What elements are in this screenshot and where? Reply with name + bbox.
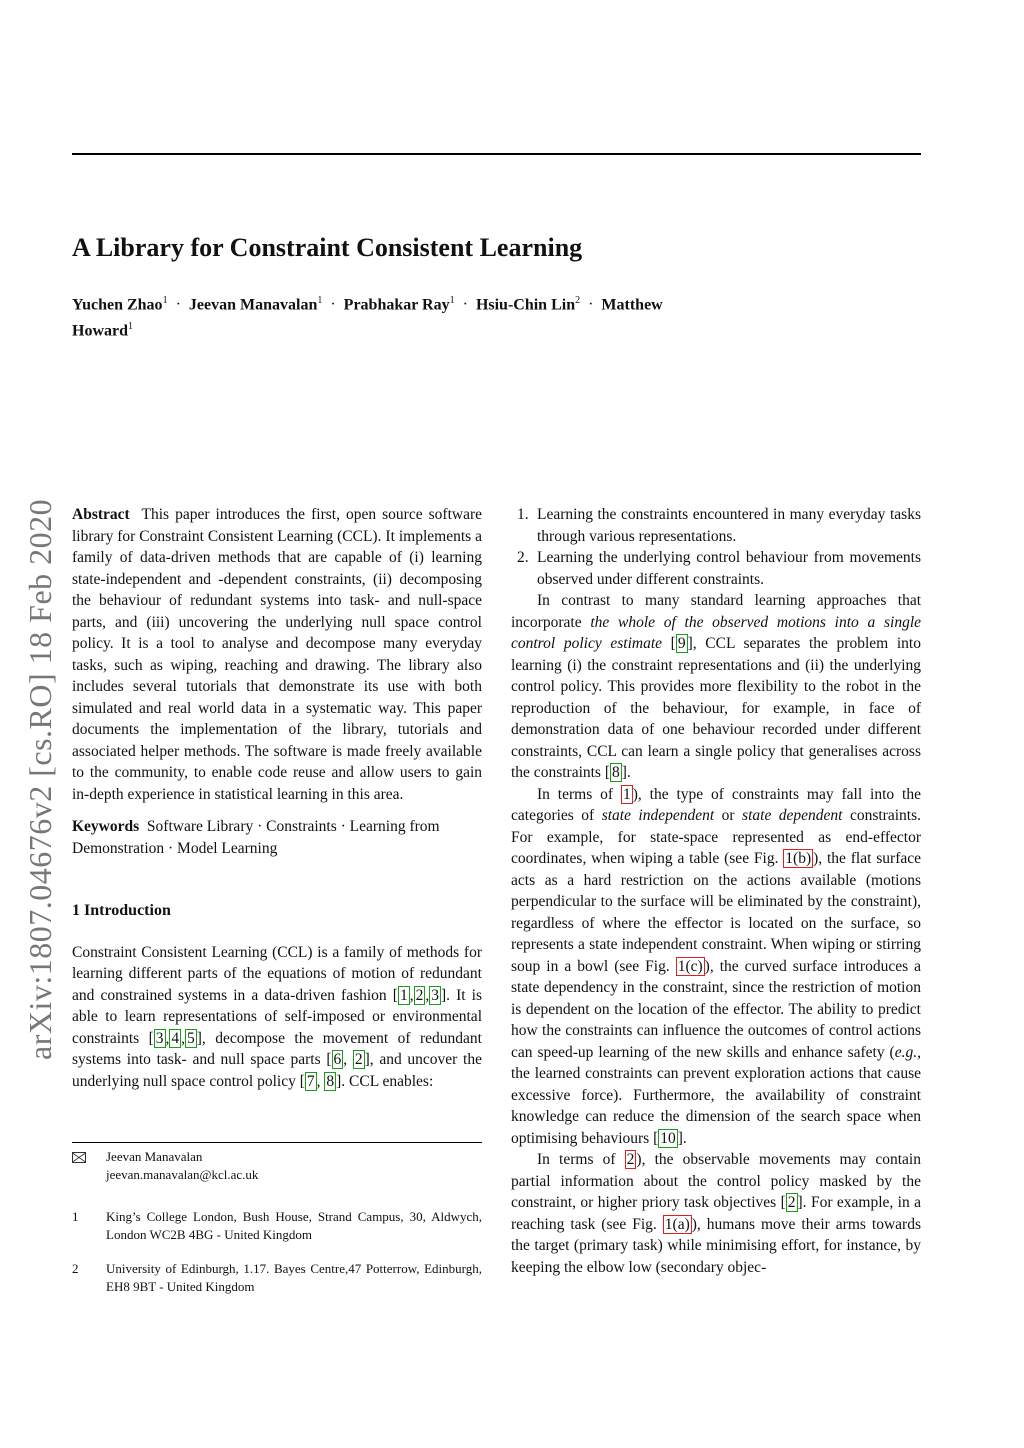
- text-run: or: [714, 807, 743, 824]
- text-run: In terms of: [537, 1151, 625, 1168]
- list-item: [511, 504, 921, 547]
- list-item: [511, 547, 921, 590]
- text-run: constraints. For example, for state-space represented as end-effector coordinates, when wiping a table (see Fig.: [511, 807, 921, 867]
- abstract: [72, 504, 482, 805]
- footnote-rule: [72, 1142, 482, 1143]
- right-column: [511, 504, 921, 1278]
- emphasis: e.g.,: [894, 1043, 921, 1061]
- abstract-label: Abstract: [72, 506, 130, 523]
- citation-link[interactable]: 3: [431, 986, 439, 1004]
- affiliation-mark: 1: [449, 295, 455, 306]
- citation-link[interactable]: 8: [612, 764, 620, 781]
- text-run: [: [662, 635, 676, 652]
- text-run: ), the flat surface acts as a hard restriction on the actions available (motions perpendicular to the surface will be eliminated by the constraint), regardless of where the effector is located on the surface, so represents a state independent constraint. When wiping or stirring soup in a bowl (see Fig.: [511, 850, 921, 975]
- text-run: ].: [677, 1129, 687, 1147]
- arxiv-identifier: arXiv:1807.04676v2 [cs.RO] 18 Feb 2020: [22, 498, 58, 1060]
- citation-link[interactable]: 6: [333, 1051, 342, 1068]
- text-run: ]. It is able to learn representations of self-imposed or environmental constraints [: [72, 986, 483, 1047]
- intro-paragraph: Constraint Consistent Learning (CCL) is a family of methods for learning different parts of the equations of motion of redundant and constrained systems in a data-driven fashion [ 1 , 2 , 3 ]. It is able to learn representations of self-imposed or environmental constraints [ 3 , 4 , 5 ], decompose the movement of redundant systems into task- and null space parts [ 6 , 2 ], and uncover the underlying null space control policy [ 7 , 8 ]. CCL enables:: [72, 943, 483, 1090]
- text-run: Constraint Consistent Learning (CCL) is a family of methods for learning different parts of the equations of motion of redundant and constrained systems in a data-driven fashion [: [72, 943, 482, 1004]
- citation-link[interactable]: 2: [787, 1194, 796, 1211]
- paper-title: A Library for Constraint Consistent Learning: [72, 233, 583, 262]
- footnote-mark: 2: [72, 1261, 79, 1276]
- author-name: Hsiu-Chin Lin: [475, 296, 576, 314]
- section-heading-introduction: 1 Introduction: [72, 902, 171, 919]
- abstract-text: This paper introduces the first, open source software library for Constraint Consistent Learning (CCL). It implements a family of data-driven methods that are capable of (i) learning state-independent and -dependent constraints, (ii) decomposing the behaviour of redundant systems into task- and null-space parts, and (iii) uncovering the underlying null space control policy. It is a tool to analyse and decompose many everyday tasks, such as wiping, reaching and drawing. The library also includes several tutorials that demonstrate its use with both simulated and real world data in a systematic way. This paper documents the implementation of the library, tutorials and associated helper methods. The software is made freely available to the community, to enable code reuse and allow users to gain in-depth experience in statistical learning in this area.: [72, 506, 482, 803]
- emphasis: the whole of the observed motions into a single control policy estimate: [511, 613, 921, 652]
- list-number: 2.: [517, 549, 529, 566]
- author-name: Prabhakar Ray: [343, 296, 450, 314]
- text-run: In contrast to many standard learning approaches that incorporate: [511, 592, 921, 631]
- text-run: ], CCL separates the problem into learning (i) the constraint representations and (ii) the underlying control policy. This provides more flexibility to the robot in the reproduction of the behaviour, for example, in face of demonstration data of one behaviour recorded under different constraints, CCL can learn a single policy that generalises across the constraints [: [511, 635, 921, 781]
- citation-link[interactable]: 10: [660, 1129, 676, 1147]
- text-run: ), the observable movements may contain partial information about the control policy masked by the constraint, or higher priory task objectives [: [511, 1151, 921, 1211]
- envelope-icon: [72, 1148, 100, 1166]
- body-paragraph: [511, 590, 921, 784]
- list-text: Learning the underlying control behaviour from movements observed under different constraints.: [537, 549, 921, 588]
- figure-link[interactable]: 1(c): [677, 957, 703, 975]
- text-run: ].: [621, 764, 631, 781]
- author-separator: ·: [175, 296, 181, 314]
- text-run: ), humans move their arms towards the target (primary task) while minimising effort, for instance, by keeping the elbow low (secondary objec-: [511, 1215, 921, 1276]
- citation-link[interactable]: 1: [399, 986, 408, 1004]
- body-paragraph: [511, 1149, 921, 1278]
- emphasis: state independent: [601, 807, 715, 824]
- list-number: 1.: [517, 506, 529, 523]
- affiliation-footnote-2: [72, 1260, 482, 1296]
- author-list: [72, 290, 772, 343]
- author-name: Jeevan Manavalan: [188, 296, 318, 314]
- author-separator: ·: [330, 296, 336, 314]
- affiliation-mark: 1: [317, 295, 323, 306]
- affiliation-text: University of Edinburgh, 1.17. Bayes Centre,47 Potterrow, Edinburgh, EH8 9BT - United Kingdom: [106, 1261, 482, 1294]
- contact-name: Jeevan Manavalan: [106, 1149, 203, 1164]
- figure-link[interactable]: 1(a): [664, 1215, 690, 1233]
- citation-link[interactable]: 4: [171, 1029, 180, 1047]
- affiliation-mark: 1: [162, 295, 168, 306]
- keywords: [72, 816, 482, 859]
- list-text: Learning the constraints encountered in many everyday tasks through various representations.: [537, 506, 921, 545]
- author-separator: ·: [588, 296, 594, 314]
- keywords-label: Keywords: [72, 818, 140, 835]
- author-name: Yuchen Zhao: [72, 296, 163, 314]
- text-run: ]. For example, in a reaching task (see Fig.: [511, 1194, 921, 1233]
- author-name: Matthew: [601, 296, 663, 314]
- citation-link[interactable]: 2: [354, 1051, 363, 1068]
- affiliation-text: King’s College London, Bush House, Strand Campus, 30, Aldwych, London WC2B 4BG - United Kingdom: [106, 1209, 482, 1242]
- citation-link[interactable]: 2: [415, 986, 424, 1004]
- body-paragraph: [511, 784, 921, 1150]
- affiliation-mark: 2: [575, 295, 581, 306]
- emphasis: state dependent: [742, 807, 843, 824]
- citation-link[interactable]: 8: [326, 1072, 335, 1090]
- figure-link[interactable]: 1(b): [785, 850, 812, 867]
- list-reference-link[interactable]: 2: [626, 1151, 635, 1168]
- contact-footnote: [72, 1148, 482, 1184]
- text-run: ]. CCL enables:: [336, 1072, 434, 1090]
- affiliation-footnote-1: [72, 1208, 482, 1244]
- citation-link[interactable]: 7: [306, 1072, 315, 1090]
- author-separator: ·: [462, 296, 468, 314]
- citation-link[interactable]: 3: [155, 1029, 164, 1047]
- left-column: [72, 504, 482, 1092]
- list-reference-link[interactable]: 1: [622, 785, 631, 803]
- text-run: ], decompose the movement of redundant systems into task- and null space parts [: [72, 1029, 482, 1068]
- text-run: ), the type of constraints may fall into the categories of: [511, 785, 921, 824]
- citation-link[interactable]: 9: [677, 635, 686, 652]
- keywords-text: Software Library · Constraints · Learning from Demonstration · Model Learning: [72, 818, 440, 857]
- text-run: ), the curved surface introduces a state dependency in the constraint, since the restriction of motion is dependent on the location of the effector. The ability to predict how the constraints can influence the outcomes of control actions can speed-up learning of the new skills and enhance safety (: [511, 957, 921, 1061]
- author-name: Howard: [72, 322, 128, 340]
- text-run: the learned constraints can prevent exploration actions that cause excessive force). Furthermore, the availability of constraint knowledge can reduce the dimension of the search space when optimising behaviours [: [511, 1065, 921, 1147]
- affiliation-mark: 1: [128, 321, 133, 333]
- top-rule: [72, 153, 921, 155]
- text-run: In terms of: [537, 785, 621, 803]
- contact-email[interactable]: jeevan.manavalan@kcl.ac.uk: [106, 1167, 259, 1182]
- footnote-mark: 1: [72, 1209, 79, 1224]
- text-run: ], and uncover the underlying null space control policy [: [72, 1051, 482, 1090]
- citation-link[interactable]: 5: [187, 1029, 195, 1047]
